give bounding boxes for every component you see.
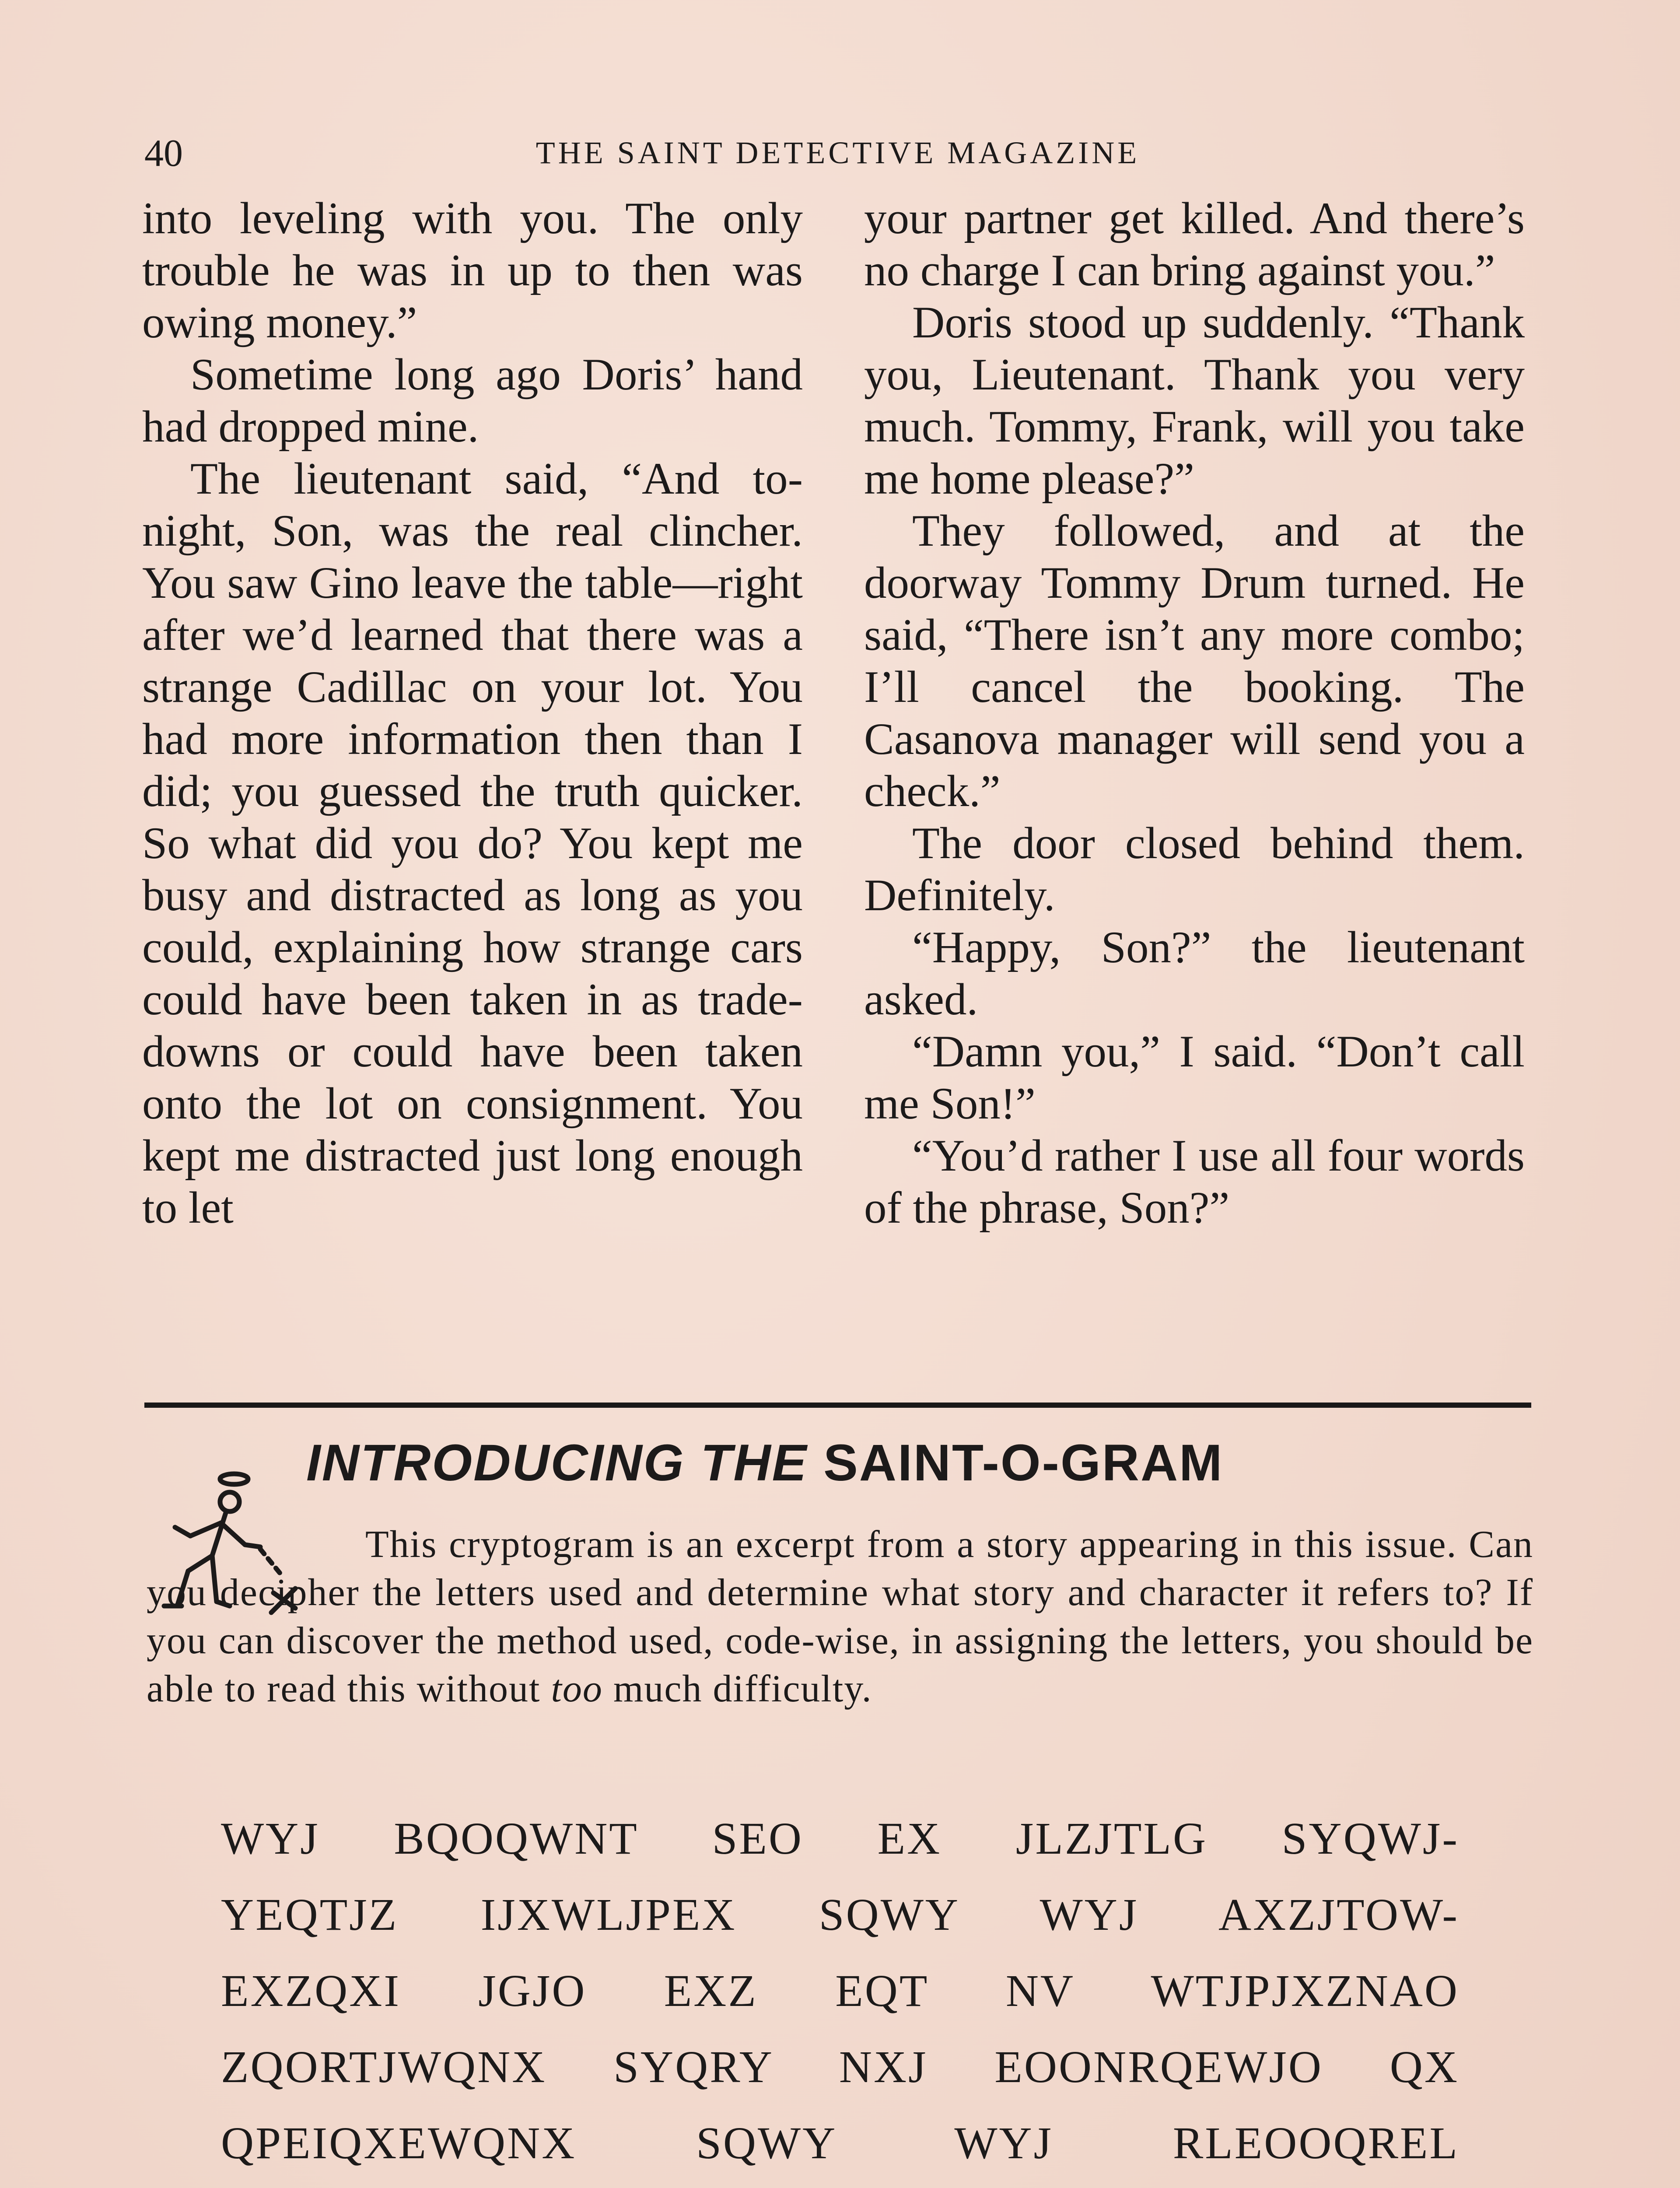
cryptogram-line: QPEIQXEWQNX SQWY WYJ RLEOOQREL: [221, 2118, 1459, 2168]
cryptogram-line: EXZQXI JGJO EXZ EQT NV WTJPJXZNAO: [221, 1966, 1459, 2016]
page-number: 40: [144, 132, 183, 175]
story-paragraph: Sometime long ago Doris’ hand had dropped mine.: [142, 350, 803, 452]
story-column-right: [864, 193, 1525, 1234]
saintogram-title-name: SAINT-O-GRAM: [823, 1434, 1224, 1492]
story-paragraph: They followed, and at the doorway Tommy Drum turned. He said, “There isn’t any more combo; I’ll cancel the booking. The Casanova manager will send you a check.”: [864, 506, 1525, 816]
story-paragraph: your partner get killed. And there’s no charge I can bring against you.”: [864, 193, 1525, 295]
cryptogram-line: WYJ BQOQWNT SEO EX JLZJTLG SYQWJ-: [221, 1813, 1459, 1864]
intro-text-start: This cryptogram is an excerpt from a story appearing in this issue. Can you decipher the letters used and determine what story and character it refers to? If you can discover the method used, code-wise, in assigning the letters, you should be able to read this without: [147, 1523, 1533, 1710]
cryptogram-text: [221, 1801, 1459, 2188]
cryptogram-line: ZQORTJWQNX SYQRY NXJ EOONRQEWJO QX: [221, 2042, 1459, 2092]
story-paragraph: “You’d rather I use all four words of the phrase, Son?”: [864, 1131, 1525, 1233]
running-header: [144, 131, 1531, 179]
story-column-left: [142, 193, 803, 1234]
intro-text-end: much difficulty.: [602, 1668, 872, 1710]
saintogram-title: [306, 1433, 1223, 1493]
saintogram-intro: [147, 1521, 1533, 1713]
story-paragraph: “Damn you,” I said. “Don’t call me Son!”: [864, 1027, 1525, 1129]
cryptogram-line: YEQTJZ IJXWLJPEX SQWY WYJ AXZJTOW-: [221, 1890, 1459, 1940]
cryptogram-line: [221, 2181, 1459, 2188]
saintogram-title-prefix: INTRODUCING THE: [306, 1434, 824, 1492]
story-paragraph: Doris stood up suddenly. “Thank you, Lieutenant. Thank you very much. Tommy, Frank, will you take me home please?”: [864, 298, 1525, 504]
intro-emphasis: too: [551, 1668, 603, 1710]
story-paragraph: The door closed behind them. Definitely.: [864, 818, 1525, 920]
story-paragraph: The lieutenant said, “And tonight, Son, was the real clincher. You saw Gino leave the table—right after we’d learned that there was a strange Cadillac on your lot. You had more information then than I did; you guessed the truth quicker. So what did you do? You kept me busy and distracted as long as you could, explaining how strange cars could have been taken in as trade-downs or could have been taken onto the lot on consignment. You kept me distracted just long enough to let: [142, 454, 803, 1233]
story-paragraph: “Happy, Son?” the lieutenant asked.: [864, 922, 1525, 1024]
story-paragraph: into leveling with you. The only trouble he was in up to then was owing money.”: [142, 193, 803, 347]
section-divider: [144, 1403, 1531, 1408]
magazine-title: THE SAINT DETECTIVE MAGAZINE: [536, 135, 1140, 170]
